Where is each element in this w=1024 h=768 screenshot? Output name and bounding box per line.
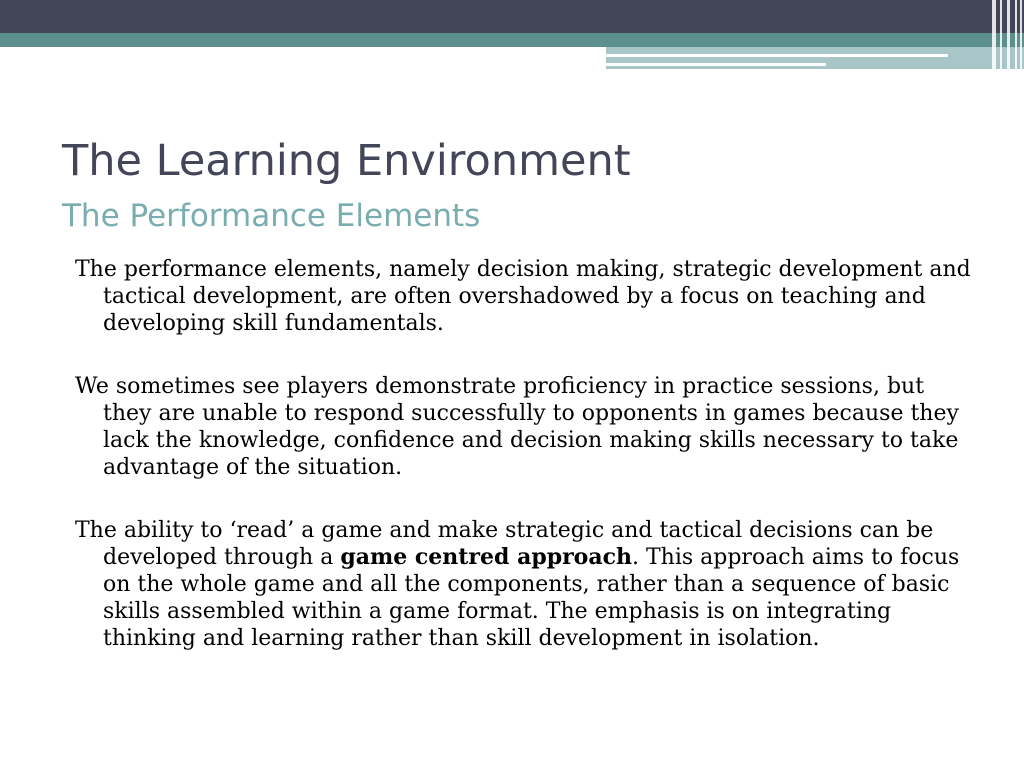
slide-body: [75, 256, 975, 688]
paragraph-performance-elements: The performance elements, namely decision making, strategic development and tactical development, are often overshadowed by a focus on teaching and developing skill fundamentals.: [75, 257, 971, 336]
header-bar-teal: [0, 33, 1024, 47]
header-bar-dark: [0, 0, 1024, 33]
header-accent-line-short: [606, 63, 826, 66]
paragraph-players-proficiency: We sometimes see players demonstrate proficiency in practice sessions, but they are unable to respond successfully to opponents in games because they lack the knowledge, confidence and decision making skills necessary to take advantage of the situation.: [75, 374, 959, 480]
header-stripe: [992, 0, 996, 69]
header-stripe: [1015, 0, 1017, 69]
header-stripe: [1000, 0, 1002, 69]
paragraph-text-end: . This approach aims to focus on the whole game and all the components, rather than a sequence of basic skills assembled within a game format. The emphasis is on integrating thinking and learning rather than skill development in isolation.: [103, 545, 960, 651]
slide-subtitle: The Performance Elements: [62, 198, 481, 234]
header-stripe: [1007, 0, 1010, 69]
header-stripe: [1020, 0, 1022, 69]
header-accent-line: [606, 54, 948, 57]
paragraph-text-start: The ability to ‘read’ a game and make strategic and tactical decisions can be developed through a: [75, 518, 934, 570]
slide-title: The Learning Environment: [62, 136, 631, 186]
paragraph-game-centred-approach: [75, 517, 975, 652]
bold-term: game centred approach: [340, 544, 632, 570]
